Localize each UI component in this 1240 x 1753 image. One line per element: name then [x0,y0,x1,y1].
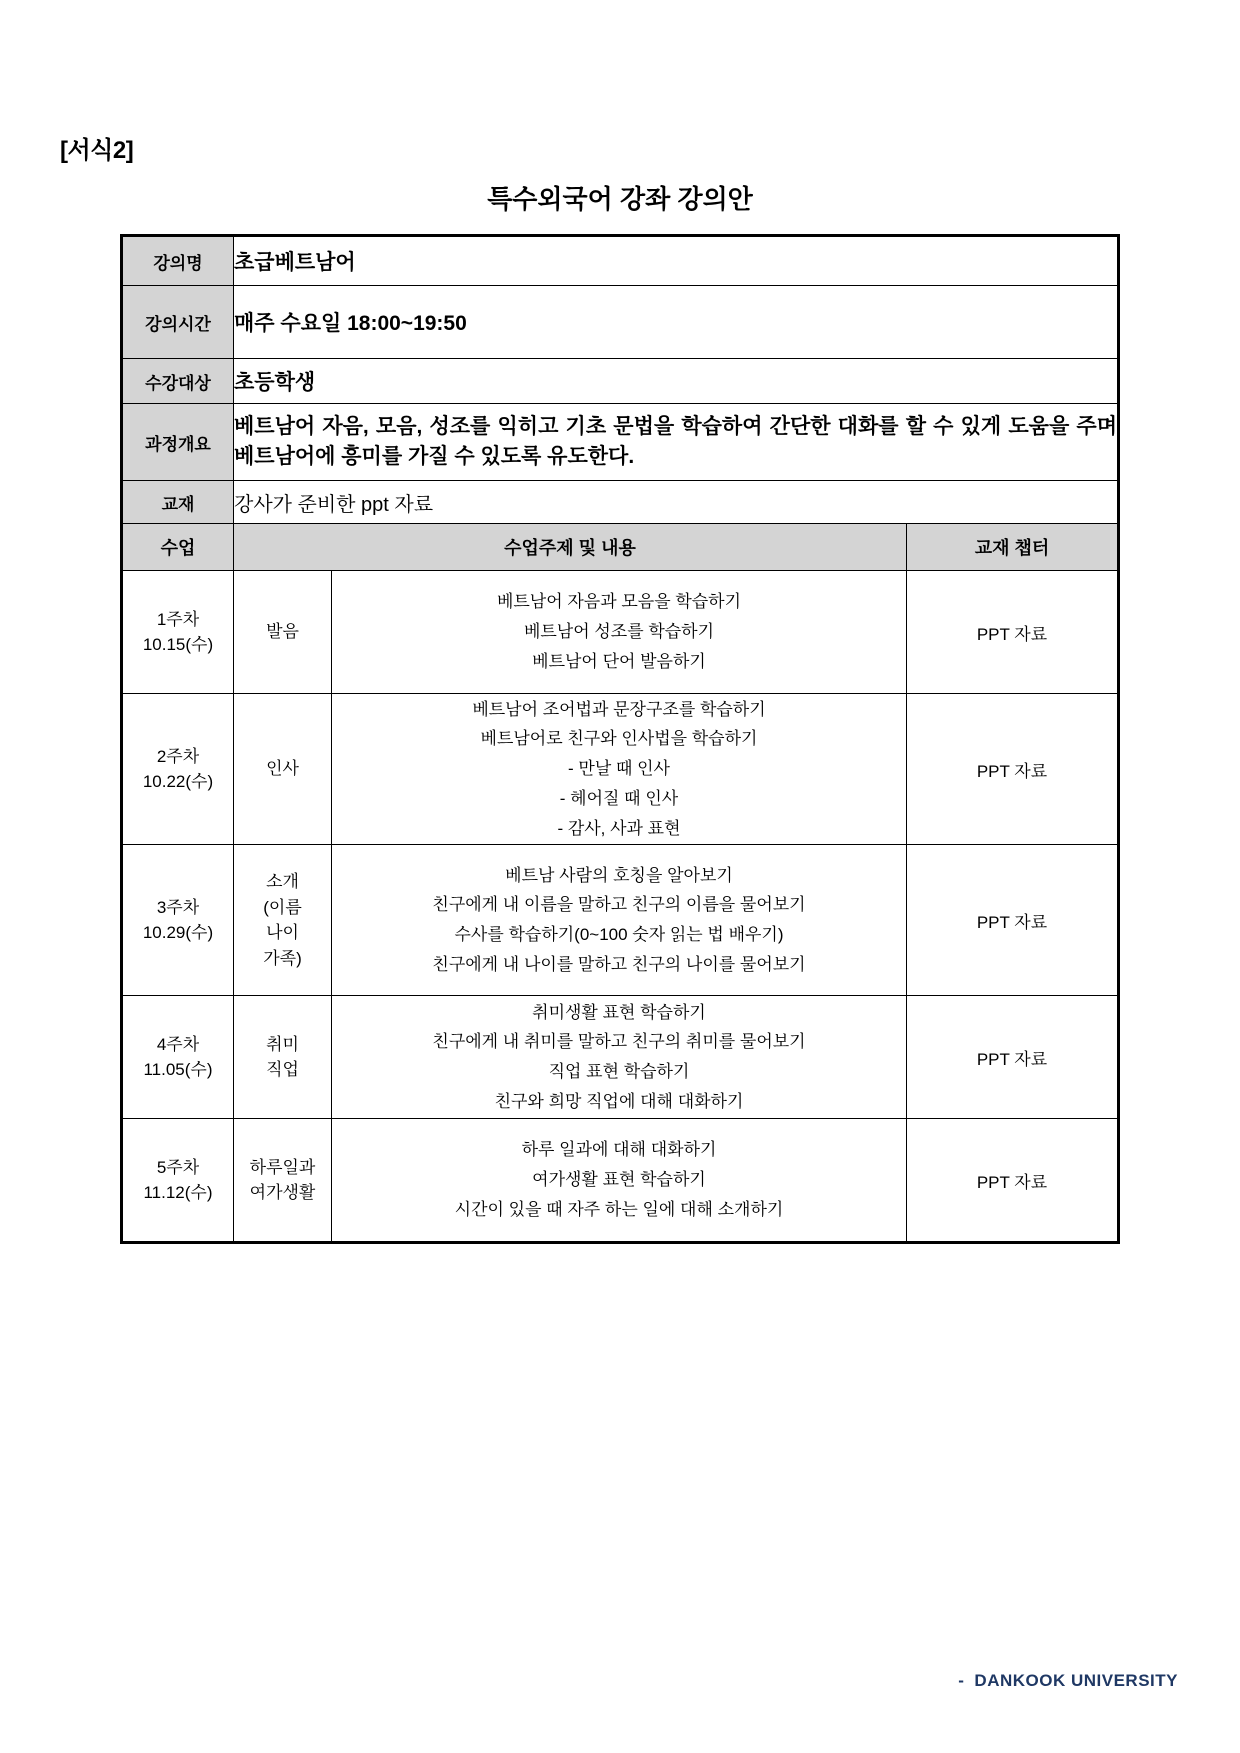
table-row-course-time [122,286,1119,359]
label-course-time: 강의시간 [122,286,234,359]
week-label: 2주차 10.22(수) [122,694,234,845]
table-row [122,694,1119,845]
table-row-outline [122,404,1119,481]
value-outline: 베트남어 자음, 모음, 성조를 익히고 기초 문법을 학습하여 간단한 대화를 할 수 있게 도움을 주며 베트남어에 흥미를 가질 수 있도록 유도한다. [234,404,1119,481]
header-chapter: 교재 챕터 [906,524,1118,571]
content-text: 베트남어 조어법과 문장구조를 학습하기 베트남어로 친구와 인사법을 학습하기 - 만날 때 인사 - 헤어질 때 인사 - 감사, 사과 표현 [332,694,907,845]
topic-label: 인사 [234,694,332,845]
content-text: 취미생활 표현 학습하기 친구에게 내 취미를 말하고 친구의 취미를 물어보기 직업 표현 학습하기 친구와 희망 직업에 대해 대화하기 [332,996,907,1119]
page-footer [958,1671,1178,1691]
page-title: 특수외국어 강좌 강의안 [487,184,753,214]
footer-dash: - [958,1671,965,1690]
table-row [122,1119,1119,1243]
table-row-target [122,359,1119,404]
value-course-name: 초급베트남어 [234,236,1119,286]
label-book: 교재 [122,481,234,524]
table-row-course-name [122,236,1119,286]
label-course-name: 강의명 [122,236,234,286]
topic-label: 취미 직업 [234,996,332,1119]
footer-university-name: DANKOOK UNIVERSITY [974,1671,1178,1690]
value-target: 초등학생 [234,359,1119,404]
label-target: 수강대상 [122,359,234,404]
header-content: 수업주제 및 내용 [234,524,907,571]
week-label: 5주차 11.12(수) [122,1119,234,1243]
content-text: 베트남어 자음과 모음을 학습하기 베트남어 성조를 학습하기 베트남어 단어 발음하기 [332,571,907,694]
chapter-text: PPT 자료 [906,996,1118,1119]
label-outline: 과정개요 [122,404,234,481]
lesson-plan-table [120,234,1120,1244]
header-week: 수업 [122,524,234,571]
week-label: 3주차 10.29(수) [122,845,234,996]
form-tag: [서식2] [60,137,134,164]
chapter-text: PPT 자료 [906,571,1118,694]
week-label: 1주차 10.15(수) [122,571,234,694]
value-course-time: 매주 수요일 18:00~19:50 [234,286,1119,359]
content-text: 하루 일과에 대해 대화하기 여가생활 표현 학습하기 시간이 있을 때 자주 하는 일에 대해 소개하기 [332,1119,907,1243]
chapter-text: PPT 자료 [906,694,1118,845]
table-row-book [122,481,1119,524]
week-label: 4주차 11.05(수) [122,996,234,1119]
table-header-row [122,524,1119,571]
value-book: 강사가 준비한 ppt 자료 [234,481,1119,524]
topic-label: 소개 (이름 나이 가족) [234,845,332,996]
content-text: 베트남 사람의 호칭을 알아보기 친구에게 내 이름을 말하고 친구의 이름을 물어보기 수사를 학습하기(0~100 숫자 읽는 법 배우기) 친구에게 내 나이를 말하고 친구의 나이를 물어보기 [332,845,907,996]
table-row [122,996,1119,1119]
table-row [122,845,1119,996]
chapter-text: PPT 자료 [906,1119,1118,1243]
table-row [122,571,1119,694]
topic-label: 발음 [234,571,332,694]
chapter-text: PPT 자료 [906,845,1118,996]
topic-label: 하루일과 여가생활 [234,1119,332,1243]
